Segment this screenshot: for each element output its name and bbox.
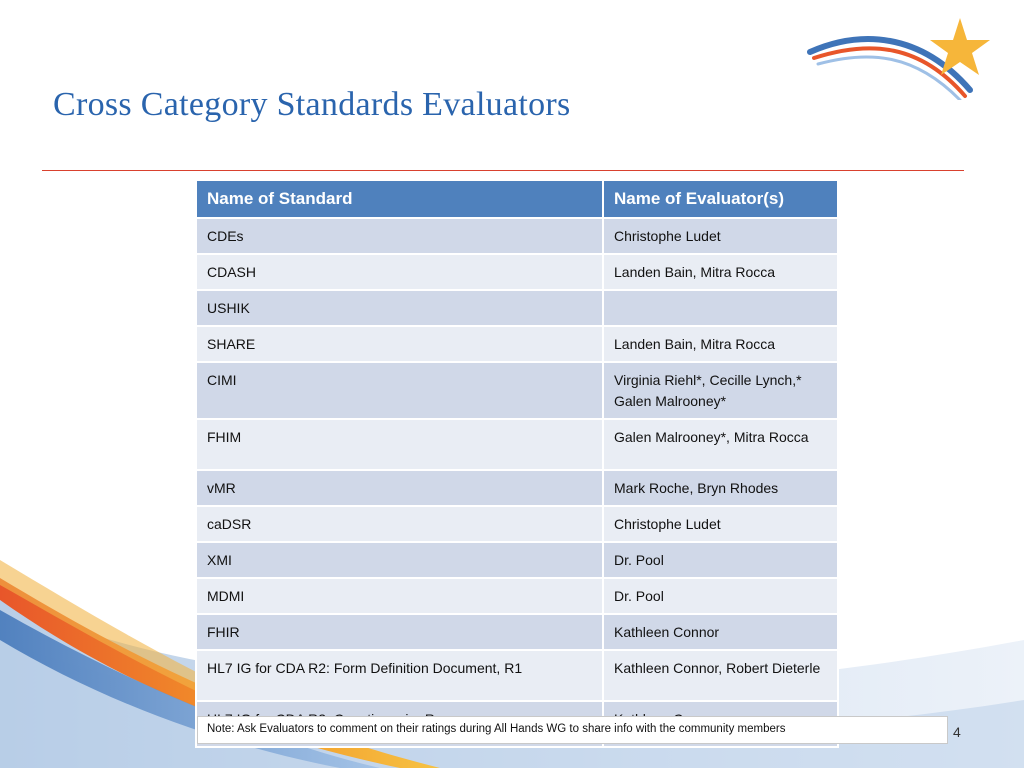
evaluator-cell: Dr. Pool xyxy=(603,542,838,578)
evaluator-cell: Mark Roche, Bryn Rhodes xyxy=(603,470,838,506)
table-row xyxy=(196,614,838,650)
evaluator-cell: Virginia Riehl*, Cecille Lynch,* Galen Malrooney* xyxy=(603,362,838,419)
table-row xyxy=(196,650,838,701)
evaluator-cell: Landen Bain, Mitra Rocca xyxy=(603,326,838,362)
slide-title: Cross Category Standards Evaluators xyxy=(53,86,571,123)
evaluator-cell xyxy=(603,290,838,326)
standard-cell: CIMI xyxy=(196,362,603,419)
column-header-standard: Name of Standard xyxy=(196,180,603,218)
standard-cell: CDASH xyxy=(196,254,603,290)
table-header-row xyxy=(196,180,838,218)
star-swoosh-logo xyxy=(800,10,1000,100)
table-row xyxy=(196,218,838,254)
evaluator-cell: Landen Bain, Mitra Rocca xyxy=(603,254,838,290)
evaluator-cell: Dr. Pool xyxy=(603,578,838,614)
standard-cell: FHIM xyxy=(196,419,603,470)
evaluator-cell: Kathleen Connor xyxy=(603,614,838,650)
table-row xyxy=(196,542,838,578)
table-row xyxy=(196,254,838,290)
standard-cell: vMR xyxy=(196,470,603,506)
table-row xyxy=(196,362,838,419)
standard-cell: CDEs xyxy=(196,218,603,254)
table-row xyxy=(196,470,838,506)
table-row xyxy=(196,326,838,362)
standards-table xyxy=(195,179,837,748)
table-row xyxy=(196,578,838,614)
table-row xyxy=(196,419,838,470)
title-divider xyxy=(42,170,964,171)
evaluator-cell: Kathleen Connor, Robert Dieterle xyxy=(603,650,838,701)
standard-cell: caDSR xyxy=(196,506,603,542)
standard-cell: FHIR xyxy=(196,614,603,650)
evaluator-cell: Galen Malrooney*, Mitra Rocca xyxy=(603,419,838,470)
standard-cell: HL7 IG for CDA R2: Form Definition Document, R1 xyxy=(196,650,603,701)
footer-note: Note: Ask Evaluators to comment on their ratings during All Hands WG to share info with the community members xyxy=(197,716,948,744)
table-row xyxy=(196,506,838,542)
standard-cell: XMI xyxy=(196,542,603,578)
column-header-evaluators: Name of Evaluator(s) xyxy=(603,180,838,218)
evaluator-cell: Christophe Ludet xyxy=(603,218,838,254)
evaluator-cell: Christophe Ludet xyxy=(603,506,838,542)
page-number: 4 xyxy=(953,724,961,740)
standard-cell: SHARE xyxy=(196,326,603,362)
standard-cell: MDMI xyxy=(196,578,603,614)
table-row xyxy=(196,290,838,326)
standard-cell: USHIK xyxy=(196,290,603,326)
